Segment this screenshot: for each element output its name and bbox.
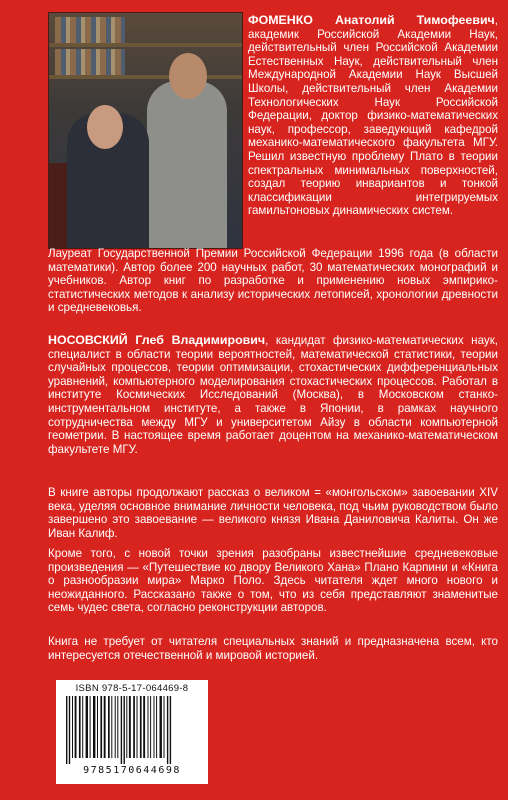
barcode-bar	[79, 696, 81, 758]
barcode-bar	[170, 696, 171, 764]
barcode-bar	[150, 696, 151, 758]
books	[55, 17, 125, 43]
author1-name: ФОМЕНКО Анатолий Тимофеевич	[248, 13, 495, 27]
author2-name: НОСОВСКИЙ Глеб Владимирович	[48, 333, 266, 347]
description-paragraph-2: Кроме того, с новой точки зрения разобраны известнейшие средневековые произведения — «Путешествие ко двору Великого Хана» Плано Карпини и «Книга о разнообразии мира» Марко Поло. Здесь читателя ждет много нового и неожиданного. Рассказано также о том, что из себя представляют знаменитые семь чудес света, согласно реконструкции авторов.	[48, 547, 498, 615]
barcode-bar	[156, 696, 157, 758]
barcode-bar	[121, 696, 122, 764]
barcode-bar	[143, 696, 145, 758]
barcode-bar	[160, 696, 162, 758]
standing-author-head	[169, 53, 207, 99]
barcode-bar	[140, 696, 142, 758]
standing-author	[147, 81, 227, 248]
barcode-bar	[69, 696, 70, 764]
barcode-bar	[111, 696, 112, 758]
barcode-bar	[137, 696, 138, 758]
barcode-bar	[82, 696, 83, 758]
authors-photo	[48, 12, 243, 249]
bookshelf	[49, 43, 242, 47]
barcode-bar	[75, 696, 77, 758]
barcode-bar	[129, 696, 131, 758]
author1-bio	[248, 14, 498, 218]
barcode-bar	[124, 696, 125, 764]
barcode-bar	[93, 696, 95, 758]
barcode-bar	[154, 696, 155, 758]
barcode-bar	[100, 696, 102, 758]
barcode-bar	[148, 696, 149, 758]
barcode-icon	[64, 696, 200, 764]
barcode-bar	[117, 696, 118, 758]
description-paragraph-1: В книге авторы продолжают рассказ о великом = «монгольском» завоевании XIV века, уделяя основное внимание личности человека, под чьим руководством было завершено это завоевание — великого князя Ивана Даниловича Калиты. Он же Иван Калиф.	[48, 486, 498, 540]
barcode-bar	[167, 696, 168, 764]
barcode-bar	[72, 696, 73, 758]
author2-bio-text: , кандидат физико-математических наук, специалист в области теории вероятностей, математической статистики, теории случайных процессов, теории оптимизации, стохастических дифференциальных уравнений, компьютерного моделирования стохастических процессов. Работал в институте Космических Исследований (Москва), в Московском станко-инструментальном институте, а также в Японии, в рамках научного сотрудничества между МГУ и университетом Айзу в области компьютерной геометрии. В настоящее время работает доцентом на механико-математическом факультете МГУ.	[48, 334, 498, 456]
barcode-bar	[104, 696, 106, 758]
description-paragraph-3: Книга не требует от читателя специальных знаний и предназначена всем, кто интересуется отечественной и мировой историей.	[48, 635, 498, 662]
seated-author-head	[87, 105, 123, 149]
ean-number: 9785170644698	[83, 765, 181, 776]
barcode-bar	[66, 696, 67, 764]
bookshelf	[49, 75, 242, 79]
author2-bio	[48, 334, 498, 456]
barcode-bar	[90, 696, 91, 758]
author1-bio-top: , академик Российской Академии Наук, действительный член Российской Академии Естественных Наук, действительный член Международной Академии Наук Высшей Школы, действительный член Академии Технологических Наук Российской Федерации, доктор физико-математических наук, профессор, заведующий кафедрой механико-математического факультета МГУ. Решил известную проблему Плато в теории спектральных минимальных поверхностей, создал теорию инвариантов и тонкой классификации интегрируемых гамильтоновых динамических систем.	[248, 14, 498, 218]
barcode-bar	[164, 696, 165, 758]
books	[55, 49, 125, 75]
barcode-bar	[133, 696, 135, 758]
barcode-bar	[108, 696, 110, 758]
barcode-box	[56, 680, 208, 784]
author1-bio-continued: Лауреат Государственной Премии Российской Федерации 1996 года (в области математики). Автор более 200 научных работ, 30 математических монографий и учебников. Автор книг по разработке и применению новых эмпирико-статистических методов к анализу исторических летописей, хронологии древности и средневековья.	[48, 247, 498, 315]
isbn-label: ISBN 978-5-17-064469-8	[75, 683, 189, 694]
barcode-bar	[86, 696, 88, 758]
barcode-bar	[97, 696, 98, 758]
barcode-bar	[115, 696, 116, 758]
barcode-bar	[126, 696, 127, 758]
